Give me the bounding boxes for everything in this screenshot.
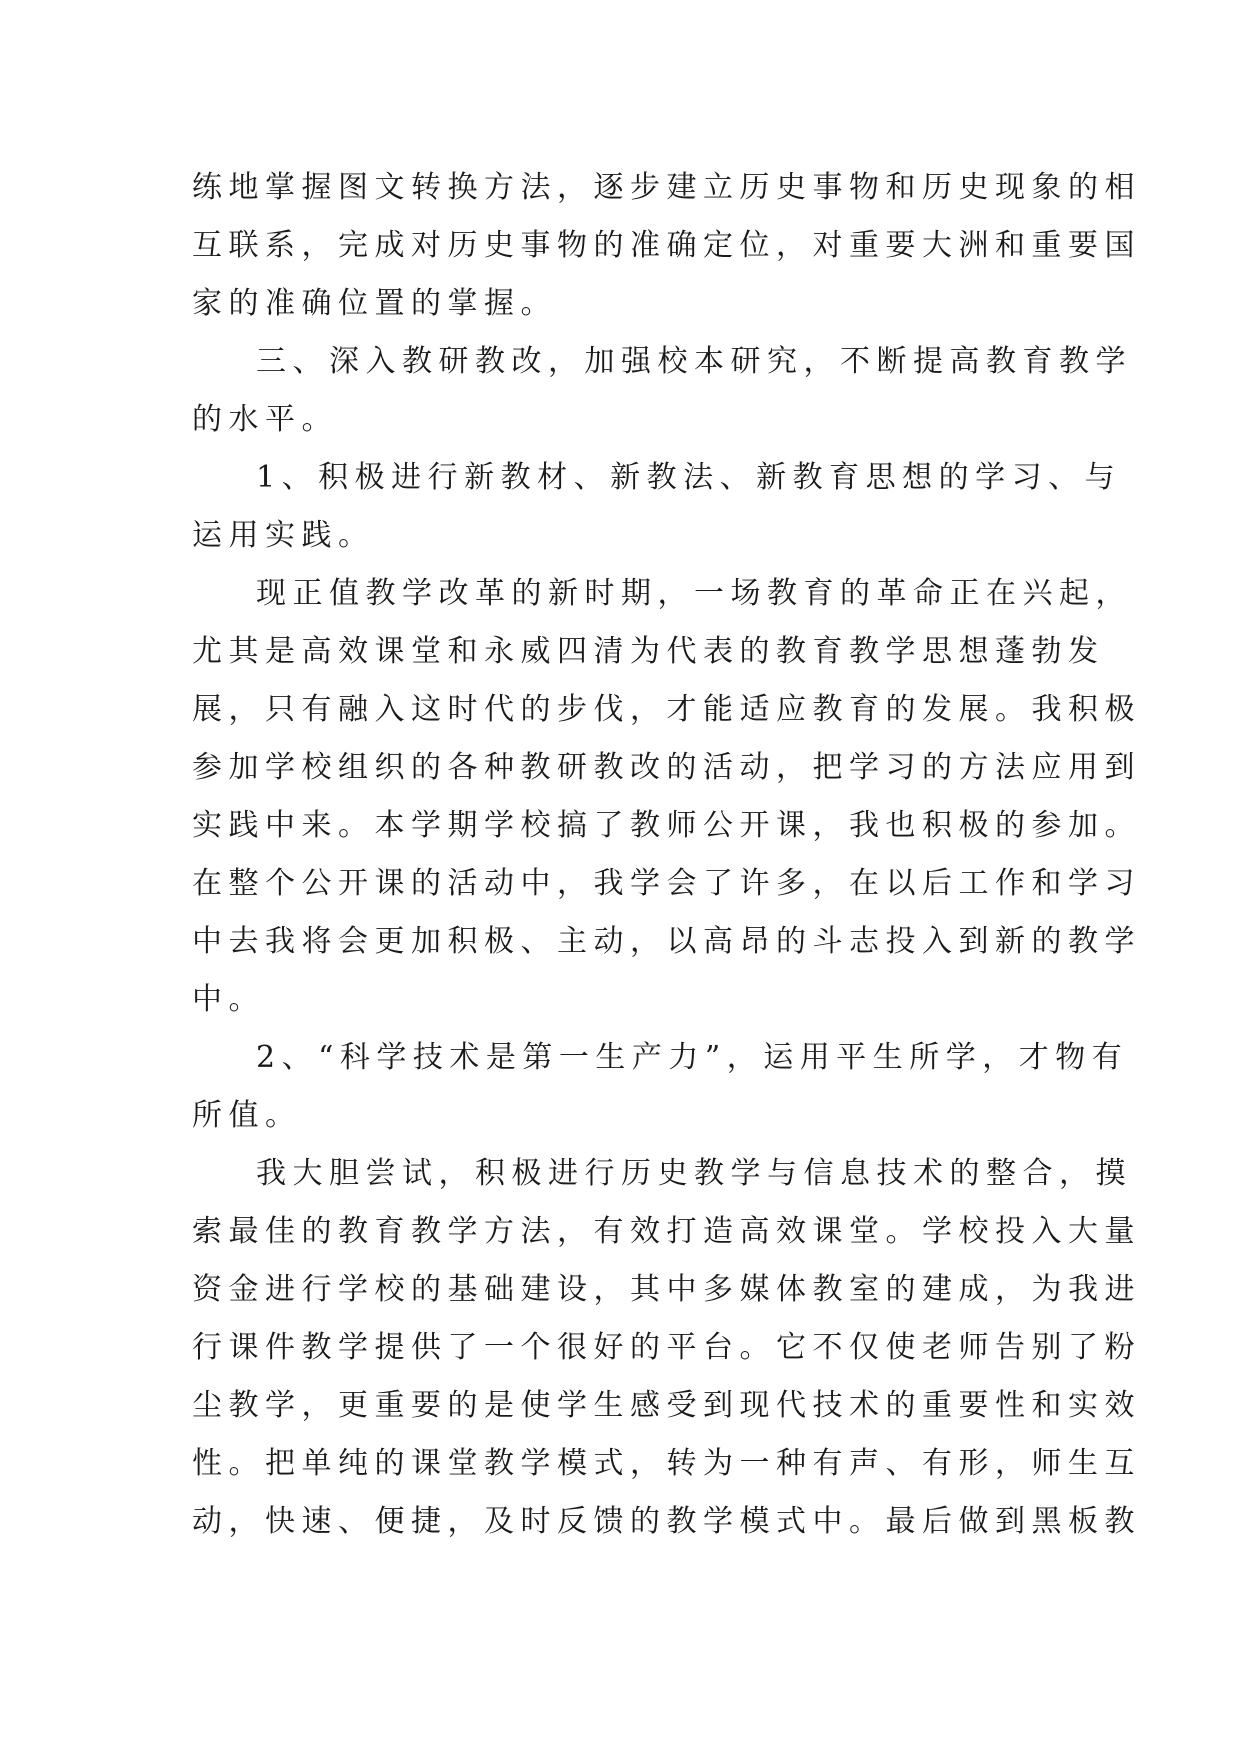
text-line-12: 实践中来。本学期学校搞了教师公开课，我也积极的参加。 xyxy=(192,808,1141,843)
text-line-7: 运用实践。 xyxy=(192,518,375,553)
text-line-19: 索最佳的教育教学方法，有效打造高效课堂。学校投入大量 xyxy=(192,1214,1141,1249)
text-line-13: 在整个公开课的活动中，我学会了许多，在以后工作和学习 xyxy=(192,866,1141,901)
text-line-10: 展，只有融入这时代的步伐，才能适应教育的发展。我积极 xyxy=(192,692,1141,727)
text-line-20: 资金进行学校的基础建设，其中多媒体教室的建成，为我进 xyxy=(192,1272,1141,1307)
text-line-23: 性。把单纯的课堂教学模式，转为一种有声、有形，师生互 xyxy=(192,1446,1141,1481)
section-heading-3: 三、深入教研教改，加强校本研究，不断提高教育教学 xyxy=(256,344,1132,379)
text-line-15: 中。 xyxy=(192,982,265,1017)
text-line-11: 参加学校组织的各种教研教改的活动，把学习的方法应用到 xyxy=(192,750,1141,785)
text-line-22: 尘教学，更重要的是使学生感受到现代技术的重要性和实效 xyxy=(192,1388,1141,1423)
text-line-17: 所值。 xyxy=(192,1098,302,1133)
text-line-21: 行课件教学提供了一个很好的平台。它不仅使老师告别了粉 xyxy=(192,1330,1141,1365)
text-line-9: 尤其是高效课堂和永威四清为代表的教育教学思想蓬勃发 xyxy=(192,634,1105,669)
text-line-24: 动，快速、便捷，及时反馈的教学模式中。最后做到黑板教 xyxy=(192,1504,1141,1539)
text-line-14: 中去我将会更加积极、主动，以高昂的斗志投入到新的教学 xyxy=(192,924,1141,959)
subheading-2: 2、“科学技术是第一生产力”，运用平生所学，才物有 xyxy=(256,1040,1129,1075)
paragraph-start-1: 现正值教学改革的新时期，一场教育的革命正在兴起， xyxy=(256,576,1132,611)
text-line-5: 的水平。 xyxy=(192,402,338,437)
paragraph-start-2: 我大胆尝试，积极进行历史教学与信息技术的整合，摸 xyxy=(256,1156,1132,1191)
text-line-1: 练地掌握图文转换方法，逐步建立历史事物和历史现象的相 xyxy=(192,170,1141,205)
subheading-1: 1、积极进行新教材、新教法、新教育思想的学习、与 xyxy=(256,460,1122,495)
text-line-2: 互联系，完成对历史事物的准确定位，对重要大洲和重要国 xyxy=(192,228,1141,263)
text-line-3: 家的准确位置的掌握。 xyxy=(192,286,557,321)
